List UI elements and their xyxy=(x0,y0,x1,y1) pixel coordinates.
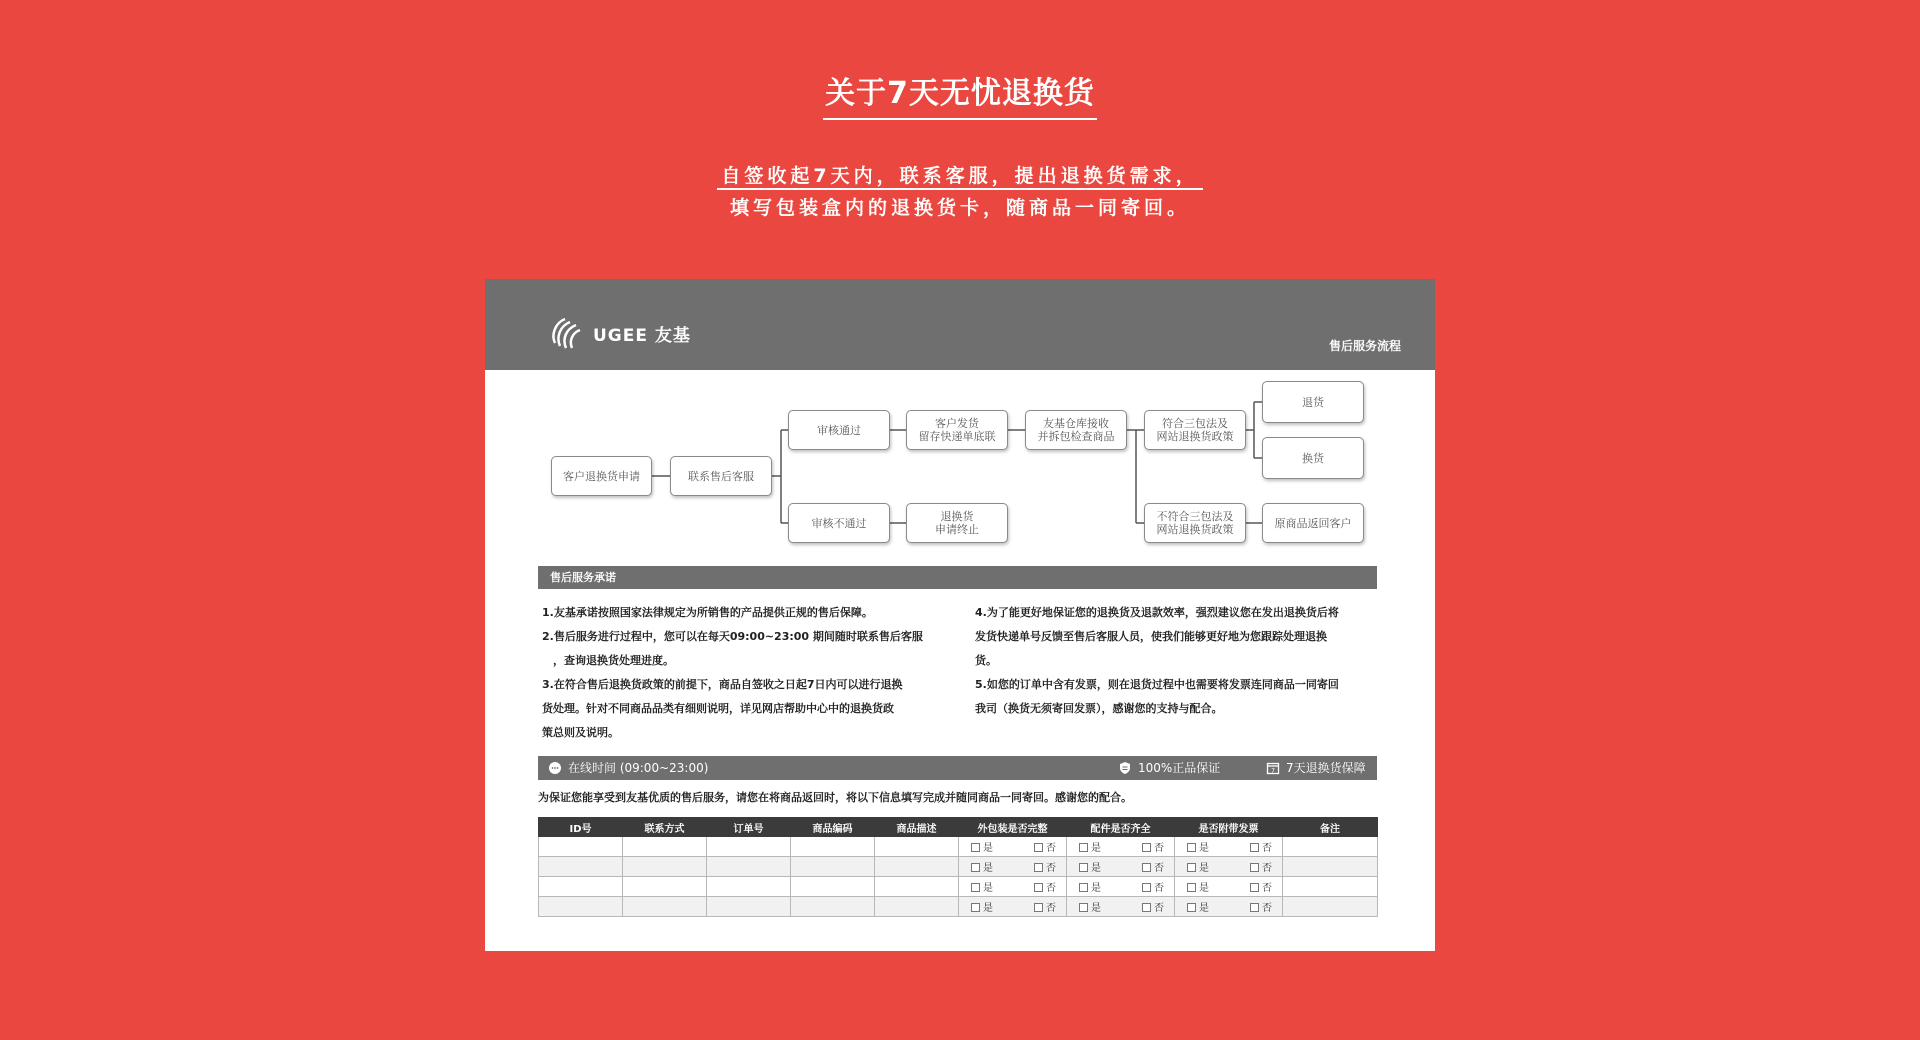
flow-box-rejected: 审核不通过 xyxy=(788,503,890,543)
table-header: 是否附带发票 xyxy=(1175,818,1283,837)
hero-instruction-underline xyxy=(717,188,1203,190)
checkbox-label: 否 xyxy=(1046,883,1056,894)
checkbox-icon[interactable] xyxy=(971,843,980,852)
hero-instruction-line-1: 自签收起7天内，联系客服，提出退换货需求， xyxy=(721,165,1199,187)
checkbox-label: 否 xyxy=(1262,863,1272,874)
checkbox-yes[interactable] xyxy=(971,879,993,894)
table-cell xyxy=(959,857,1067,877)
genuine-guarantee: 100%正品保证 xyxy=(1118,756,1220,780)
checkbox-label: 否 xyxy=(1046,843,1056,854)
table-cell xyxy=(1067,877,1175,897)
checkbox-label: 是 xyxy=(1091,843,1101,854)
checkbox-no[interactable] xyxy=(1142,839,1164,854)
promise-line: 1.友基承诺按照国家法律规定为所销售的产品提供正规的售后保障。 xyxy=(542,606,873,619)
checkbox-label: 否 xyxy=(1154,903,1164,914)
promise-line: 5.如您的订单中含有发票，则在退货过程中也需要将发票连同商品一同寄回 xyxy=(975,678,1339,691)
checkbox-no[interactable] xyxy=(1142,899,1164,914)
table-row xyxy=(539,877,1378,897)
checkbox-icon[interactable] xyxy=(1079,863,1088,872)
table-cell[interactable] xyxy=(539,837,623,857)
checkbox-icon[interactable] xyxy=(1187,843,1196,852)
checkbox-icon[interactable] xyxy=(971,903,980,912)
table-header: 外包装是否完整 xyxy=(959,818,1067,837)
promise-line: 2.售后服务进行过程中，您可以在每天09:00~23:00 期间随时联系售后客服 xyxy=(542,630,923,643)
checkbox-no[interactable] xyxy=(1142,879,1164,894)
checkbox-yes[interactable] xyxy=(1187,839,1209,854)
checkbox-no[interactable] xyxy=(1034,859,1056,874)
logo-text: UGEE 友基 xyxy=(593,325,691,346)
ugee-logo xyxy=(547,313,691,353)
flow-box-return-original: 原商品返回客户 xyxy=(1262,503,1364,543)
table-cell[interactable] xyxy=(791,837,875,857)
checkbox-no[interactable] xyxy=(1250,899,1272,914)
table-cell xyxy=(1067,897,1175,917)
checkbox-yes[interactable] xyxy=(971,859,993,874)
table-cell[interactable] xyxy=(707,857,791,877)
checkbox-icon[interactable] xyxy=(1079,903,1088,912)
checkbox-label: 是 xyxy=(1199,883,1209,894)
checkbox-label: 是 xyxy=(983,903,993,914)
table-cell[interactable] xyxy=(707,837,791,857)
service-flowchart xyxy=(485,370,1435,560)
checkbox-icon[interactable] xyxy=(1250,903,1259,912)
table-header: 配件是否齐全 xyxy=(1067,818,1175,837)
promise-line: 发货快递单号反馈至售后客服人员，使我们能够更好地为您跟踪处理退换 xyxy=(975,630,1327,643)
flow-box-warehouse: 友基仓库接收 并拆包检查商品 xyxy=(1025,410,1127,450)
checkbox-label: 否 xyxy=(1262,883,1272,894)
table-cell xyxy=(1175,857,1283,877)
checkbox-icon[interactable] xyxy=(1034,843,1043,852)
checkbox-icon[interactable] xyxy=(1034,883,1043,892)
table-cell[interactable] xyxy=(539,897,623,917)
checkbox-icon[interactable] xyxy=(1187,883,1196,892)
checkbox-no[interactable] xyxy=(1034,839,1056,854)
flow-box-exchange: 换货 xyxy=(1262,437,1364,479)
table-header: 订单号 xyxy=(707,818,791,837)
table-row xyxy=(539,897,1378,917)
table-header: 备注 xyxy=(1283,818,1378,837)
table-cell[interactable] xyxy=(875,857,959,877)
promise-section-bar: 售后服务承诺 xyxy=(538,566,1377,589)
checkbox-no[interactable] xyxy=(1250,879,1272,894)
checkbox-icon[interactable] xyxy=(1250,883,1259,892)
promise-line: ，查询退换货处理进度。 xyxy=(542,654,674,667)
table-header: 商品编码 xyxy=(791,818,875,837)
checkbox-yes[interactable] xyxy=(1079,859,1101,874)
checkbox-icon[interactable] xyxy=(1142,883,1151,892)
table-cell xyxy=(1067,857,1175,877)
info-bar xyxy=(538,756,1377,780)
checkbox-yes[interactable] xyxy=(1187,899,1209,914)
flow-box-contact: 联系售后客服 xyxy=(670,456,772,496)
table-cell[interactable] xyxy=(875,837,959,857)
table-cell[interactable] xyxy=(623,877,707,897)
promise-line: 货。 xyxy=(975,654,997,667)
table-cell[interactable] xyxy=(707,897,791,917)
checkbox-icon[interactable] xyxy=(1142,903,1151,912)
checkbox-icon[interactable] xyxy=(1250,843,1259,852)
checkbox-icon[interactable] xyxy=(1034,903,1043,912)
promise-left-column xyxy=(542,601,942,745)
table-cell[interactable] xyxy=(1283,837,1378,857)
after-sales-card xyxy=(485,279,1435,951)
checkbox-icon[interactable] xyxy=(971,883,980,892)
checkbox-yes[interactable] xyxy=(971,839,993,854)
checkbox-label: 是 xyxy=(1091,863,1101,874)
checkbox-label: 是 xyxy=(1199,863,1209,874)
table-cell[interactable] xyxy=(707,877,791,897)
seven-day-return: 7 7天退换货保障 xyxy=(1266,756,1366,780)
checkbox-no[interactable] xyxy=(1250,859,1272,874)
table-cell[interactable] xyxy=(875,897,959,917)
checkbox-yes[interactable] xyxy=(1187,859,1209,874)
shield-icon xyxy=(1118,761,1132,775)
header-label: 售后服务流程 xyxy=(1328,339,1401,353)
table-header-row xyxy=(539,818,1378,837)
table-row xyxy=(539,857,1378,877)
checkbox-icon[interactable] xyxy=(1187,863,1196,872)
promise-line: 我司（换货无须寄回发票），感谢您的支持与配合。 xyxy=(975,702,1223,715)
return-info-table xyxy=(538,817,1378,917)
hero-instruction-line-2: 填写包装盒内的退换货卡，随商品一同寄回。 xyxy=(729,197,1190,219)
table-cell[interactable] xyxy=(791,857,875,877)
notice-text: 为保证您能享受到友基优质的售后服务，请您在将商品返回时，将以下信息填写完成并随同商品一同寄回。感谢您的配合。 xyxy=(538,791,1132,804)
chat-bubble-icon xyxy=(548,761,562,775)
table-cell[interactable] xyxy=(1283,897,1378,917)
promise-line: 3.在符合售后退换货政策的前提下，商品自签收之日起7日内可以进行退换 xyxy=(542,678,903,691)
flow-box-approved: 审核通过 xyxy=(788,410,890,450)
checkbox-label: 是 xyxy=(983,843,993,854)
checkbox-icon[interactable] xyxy=(1034,863,1043,872)
flow-box-ship: 客户发货 留存快递单底联 xyxy=(906,410,1008,450)
checkbox-icon[interactable] xyxy=(1079,883,1088,892)
table-cell[interactable] xyxy=(539,857,623,877)
checkbox-label: 是 xyxy=(1199,843,1209,854)
checkbox-no[interactable] xyxy=(1250,839,1272,854)
calendar-icon xyxy=(1266,761,1280,775)
checkbox-icon[interactable] xyxy=(1142,843,1151,852)
promise-line: 货处理。针对不同商品品类有细则说明，详见网店帮助中心中的退换货政 xyxy=(542,702,894,715)
table-cell xyxy=(959,897,1067,917)
table-cell[interactable] xyxy=(875,877,959,897)
checkbox-label: 否 xyxy=(1262,843,1272,854)
checkbox-label: 否 xyxy=(1154,863,1164,874)
checkbox-icon[interactable] xyxy=(971,863,980,872)
table-cell xyxy=(959,877,1067,897)
flow-box-meets-policy: 符合三包法及 网站退换货政策 xyxy=(1144,410,1246,450)
promise-line: 4.为了能更好地保证您的退换货及退款效率，强烈建议您在发出退换货后将 xyxy=(975,606,1339,619)
table-cell xyxy=(959,837,1067,857)
table-cell xyxy=(1175,837,1283,857)
checkbox-label: 是 xyxy=(983,863,993,874)
table-cell[interactable] xyxy=(623,837,707,857)
checkbox-yes[interactable] xyxy=(1187,879,1209,894)
checkbox-yes[interactable] xyxy=(1079,899,1101,914)
flow-box-not-meets-policy: 不符合三包法及 网站退换货政策 xyxy=(1144,503,1246,543)
hero-title-underline xyxy=(823,118,1097,120)
checkbox-no[interactable] xyxy=(1034,899,1056,914)
checkbox-label: 否 xyxy=(1046,863,1056,874)
checkbox-label: 否 xyxy=(1154,883,1164,894)
table-cell xyxy=(1175,897,1283,917)
table-cell[interactable] xyxy=(539,877,623,897)
flow-box-refund: 退货 xyxy=(1262,381,1364,423)
card-header xyxy=(485,279,1435,370)
promise-line: 策总则及说明。 xyxy=(542,726,619,739)
checkbox-no[interactable] xyxy=(1034,879,1056,894)
hero-title: 关于7天无忧退换货 xyxy=(825,76,1095,111)
online-hours: 在线时间 (09:00~23:00) xyxy=(548,756,708,780)
flow-box-terminate: 退换货 申请终止 xyxy=(906,503,1008,543)
flow-box-apply: 客户退换货申请 xyxy=(551,456,652,496)
checkbox-icon[interactable] xyxy=(1142,863,1151,872)
table-cell[interactable] xyxy=(623,857,707,877)
checkbox-label: 是 xyxy=(983,883,993,894)
checkbox-yes[interactable] xyxy=(1079,879,1101,894)
checkbox-icon[interactable] xyxy=(1079,843,1088,852)
checkbox-icon[interactable] xyxy=(1187,903,1196,912)
checkbox-label: 否 xyxy=(1154,843,1164,854)
svg-text:7: 7 xyxy=(1271,767,1275,775)
table-cell xyxy=(1067,837,1175,857)
table-cell[interactable] xyxy=(1283,877,1378,897)
checkbox-label: 是 xyxy=(1091,883,1101,894)
table-header: 联系方式 xyxy=(623,818,707,837)
checkbox-no[interactable] xyxy=(1142,859,1164,874)
table-row xyxy=(539,837,1378,857)
table-header: 商品描述 xyxy=(875,818,959,837)
table-header: ID号 xyxy=(539,818,623,837)
checkbox-icon[interactable] xyxy=(1250,863,1259,872)
checkbox-label: 否 xyxy=(1262,903,1272,914)
checkbox-label: 是 xyxy=(1199,903,1209,914)
table-cell[interactable] xyxy=(791,897,875,917)
promise-right-column xyxy=(975,601,1395,721)
checkbox-label: 否 xyxy=(1046,903,1056,914)
checkbox-yes[interactable] xyxy=(971,899,993,914)
table-cell[interactable] xyxy=(623,897,707,917)
ugee-logo-icon xyxy=(547,313,587,353)
checkbox-label: 是 xyxy=(1091,903,1101,914)
table-cell[interactable] xyxy=(791,877,875,897)
table-cell[interactable] xyxy=(1283,857,1378,877)
table-cell xyxy=(1175,877,1283,897)
checkbox-yes[interactable] xyxy=(1079,839,1101,854)
